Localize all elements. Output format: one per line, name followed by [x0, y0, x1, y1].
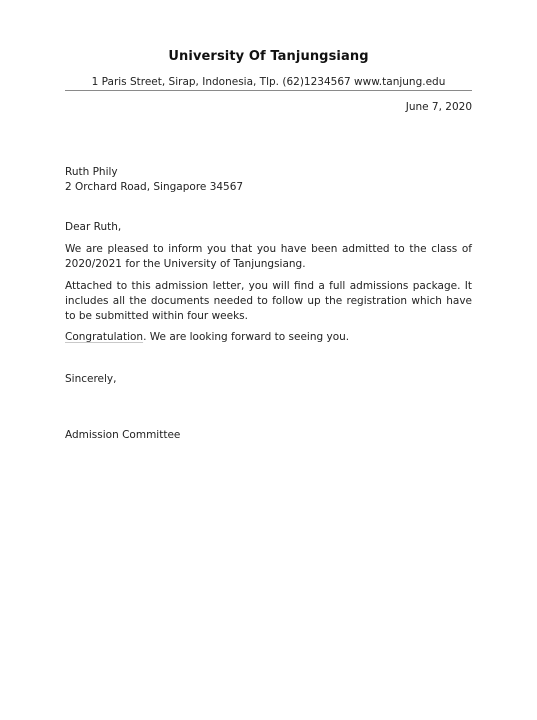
recipient-block — [65, 165, 472, 195]
body-paragraph-3-rest: . We are looking forward to seeing you. — [143, 331, 350, 343]
signature: Admission Committee — [65, 429, 181, 441]
institution-name: University Of Tanjungsiang — [168, 49, 369, 64]
letter-date: June 7, 2020 — [405, 101, 472, 113]
body-paragraph-3 — [65, 330, 472, 345]
institution-address: 1 Paris Street, Sirap, Indonesia, Tlp. (62)1234567 www.tanjung.edu — [91, 76, 446, 88]
spellcheck-flagged-word: Congratulation — [65, 331, 144, 343]
body-paragraph-1: We are pleased to inform you that you have been admitted to the class of 2020/2021 for the University of Tanjungsiang. — [65, 243, 472, 270]
recipient-name: Ruth Phily — [65, 166, 118, 178]
body-paragraph-2: Attached to this admission letter, you will find a full admissions package. It includes all the documents needed to follow up the registration which have to be submitted within four weeks. — [65, 280, 472, 322]
recipient-address: 2 Orchard Road, Singapore 34567 — [65, 181, 244, 193]
salutation: Dear Ruth, — [65, 221, 122, 233]
letterhead-divider — [65, 90, 472, 91]
closing: Sincerely, — [65, 373, 117, 385]
